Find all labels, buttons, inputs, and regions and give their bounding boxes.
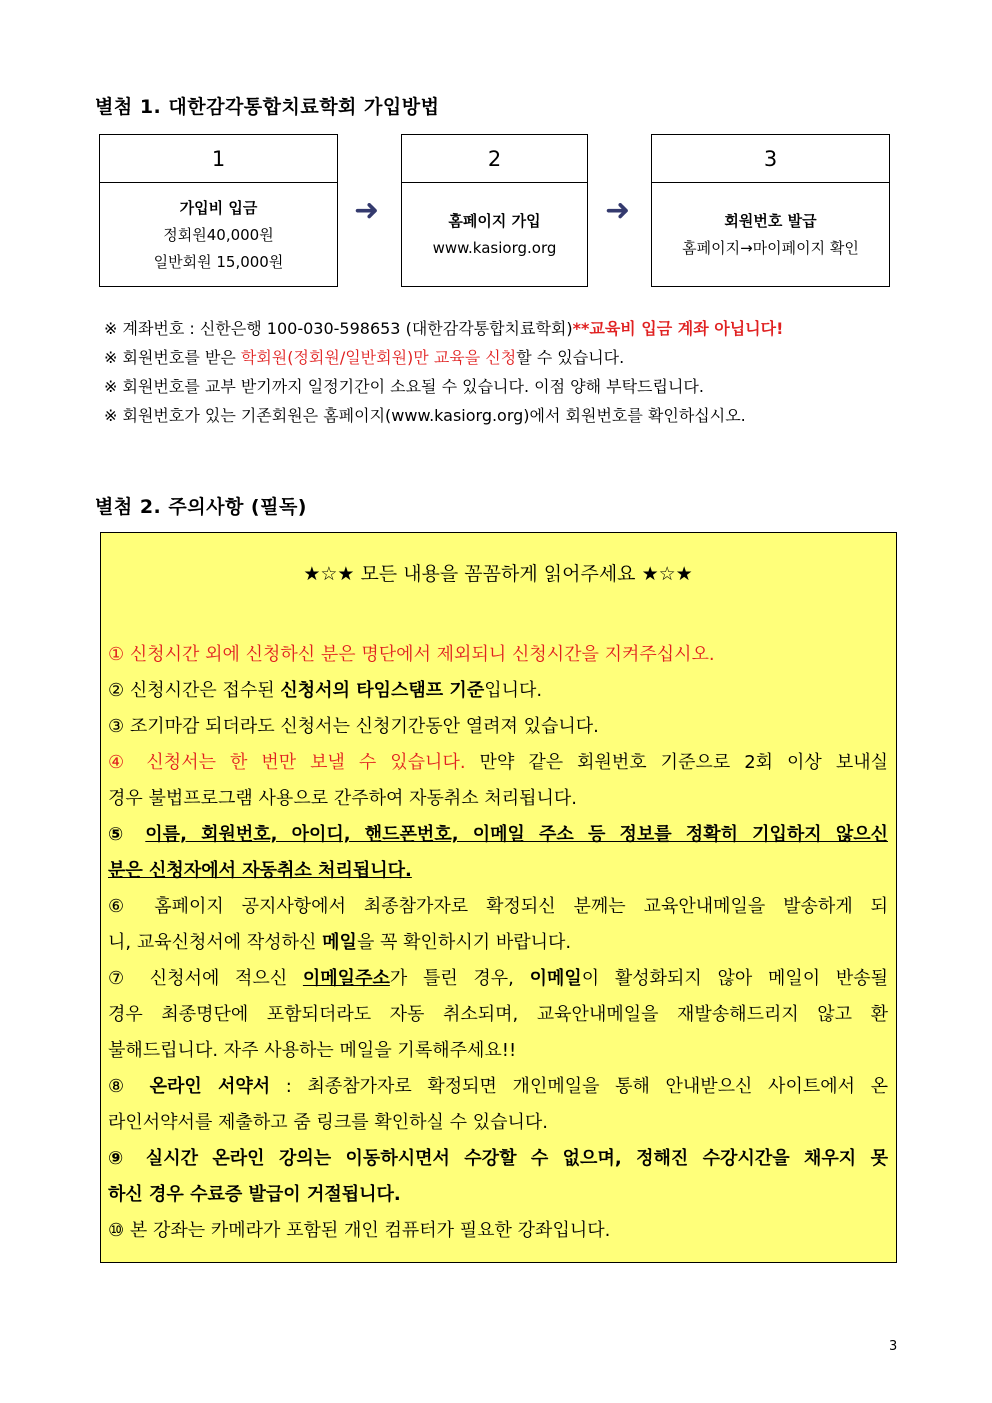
item-text: ⑦ 신청서에 적으신 [108, 968, 303, 989]
membership-notes [104, 314, 783, 430]
item-text: ⑤ [108, 824, 146, 845]
caution-box [100, 532, 897, 1263]
item-emphasis: 온라인 서약서 [149, 1076, 271, 1097]
note-issue-time: ※ 회원번호를 교부 받기까지 일정기간이 소요될 수 있습니다. 이점 양해 부탁드립니다. [104, 377, 704, 396]
step-number: 2 [402, 135, 587, 183]
caution-item-3: ③ 조기마감 되더라도 신청서는 신청기간동안 열려져 있습니다. [108, 716, 599, 737]
item-emphasis: 신청서의 타임스탬프 기준 [280, 680, 485, 701]
caution-item-6: ⑥ 홈페이지 공지사항에서 최종참가자로 확정되신 분께는 교육안내메일을 발송하게 되 [108, 896, 888, 917]
caution-item-8-cont: 라인서약서를 제출하고 줌 링크를 확인하실 수 있습니다. [108, 1112, 548, 1133]
note-text: 할 수 있습니다. [516, 348, 625, 367]
caution-item-4-cont: 경우 불법프로그램 사용으로 간주하여 자동취소 처리됩니다. [108, 788, 578, 809]
caution-item-5-cont: 분은 신청자에서 자동취소 처리됩니다. [108, 860, 412, 881]
page-number: 3 [889, 1339, 898, 1354]
note-text: ※ 회원번호를 받은 [104, 348, 241, 367]
item-emphasis: 이름, 회원번호, 아이디, 핸드폰번호, 이메일 주소 등 정보를 정확히 기입하지 않으신 [145, 824, 888, 845]
step-box-1 [99, 134, 338, 287]
caution-item-1: ① 신청시간 외에 신청하신 분은 명단에서 제외되니 신청시간을 지켜주십시오. [108, 644, 715, 665]
caution-item-7-cont: 경우 최종명단에 포함되더라도 자동 취소되며, 교육안내메일을 재발송해드리지 않고 환 [108, 1004, 888, 1025]
item-emphasis: 이메일 [529, 968, 582, 989]
caution-item-2 [108, 673, 888, 709]
note-warning: **교육비 입금 계좌 아닙니다! [572, 319, 784, 338]
step-number: 1 [100, 135, 337, 183]
note-account [104, 314, 783, 343]
caution-item-5 [108, 817, 888, 853]
item-text: 을 꼭 확인하시기 바랍니다. [356, 932, 572, 953]
step-detail: 정회원40,000원 [163, 225, 274, 244]
item-text: ② 신청시간은 접수된 [108, 680, 281, 701]
caution-item-9: ⑨ 실시간 온라인 강의는 이동하시면서 수강할 수 없으며, 정해진 수강시간을 채우지 못 [108, 1148, 888, 1169]
step-detail: 일반회원 15,000원 [153, 252, 284, 271]
step-label: 회원번호 발급 [724, 212, 817, 230]
note-text: ※ 계좌번호 : 신한은행 100-030-598653 (대한감각통합치료학회) [104, 319, 573, 338]
item-text: 니, 교육신청서에 작성하신 [108, 932, 323, 953]
item-text: 만약 같은 회원번호 기준으로 2회 이상 보내실 [465, 752, 888, 773]
step-detail: 홈페이지→마이페이지 확인 [682, 239, 859, 257]
item-text: 입니다. [484, 680, 543, 701]
item-emphasis: 이메일주소 [302, 968, 390, 989]
step-number: 3 [652, 135, 889, 183]
caution-item-8 [108, 1069, 888, 1105]
note-existing-members: ※ 회원번호가 있는 기존회원은 홈페이지(www.kasiorg.org)에서 회원번호를 확인하십시오. [104, 406, 746, 425]
item-text: ⑧ [108, 1076, 150, 1097]
item-text: 가 틀린 경우, [389, 968, 530, 989]
caution-item-7-cont2: 불해드립니다. 자주 사용하는 메일을 기록해주세요!! [108, 1040, 517, 1061]
step-label: 홈페이지 가입 [448, 212, 541, 230]
caution-item-6-cont [108, 925, 888, 961]
caution-item-7 [108, 961, 888, 997]
item-highlight: ④ 신청서는 한 번만 보낼 수 있습니다. [108, 752, 466, 773]
note-highlight: 학회원(정회원/일반회원)만 교육을 신청 [240, 348, 517, 367]
item-emphasis: 메일 [322, 932, 357, 953]
section2-title: 별첨 2. 주의사항 (필독) [95, 496, 307, 518]
item-text: 이 활성화되지 않아 메일이 반송될 [581, 968, 888, 989]
note-member-only [104, 343, 783, 372]
homepage-url: www.kasiorg.org [432, 239, 557, 257]
item-text: : 최종참가자로 확정되면 개인메일을 통해 안내받으신 사이트에서 온 [270, 1076, 889, 1097]
step-box-2 [401, 134, 588, 287]
caution-item-10: ⑩ 본 강좌는 카메라가 포함된 개인 컴퓨터가 필요한 강좌입니다. [108, 1220, 611, 1241]
caution-box-title: ★☆★ 모든 내용을 꼼꼼하게 읽어주세요 ★☆★ [303, 563, 693, 585]
caution-item-9-cont: 하신 경우 수료증 발급이 거절됩니다. [108, 1184, 401, 1205]
arrow-right-icon: ➜ [354, 193, 380, 228]
step-label: 가입비 입금 [179, 198, 258, 217]
section1-title: 별첨 1. 대한감각통합치료학회 가입방법 [95, 96, 440, 118]
caution-item-4 [108, 745, 888, 781]
arrow-right-icon: ➜ [605, 193, 631, 228]
step-box-3 [651, 134, 890, 287]
